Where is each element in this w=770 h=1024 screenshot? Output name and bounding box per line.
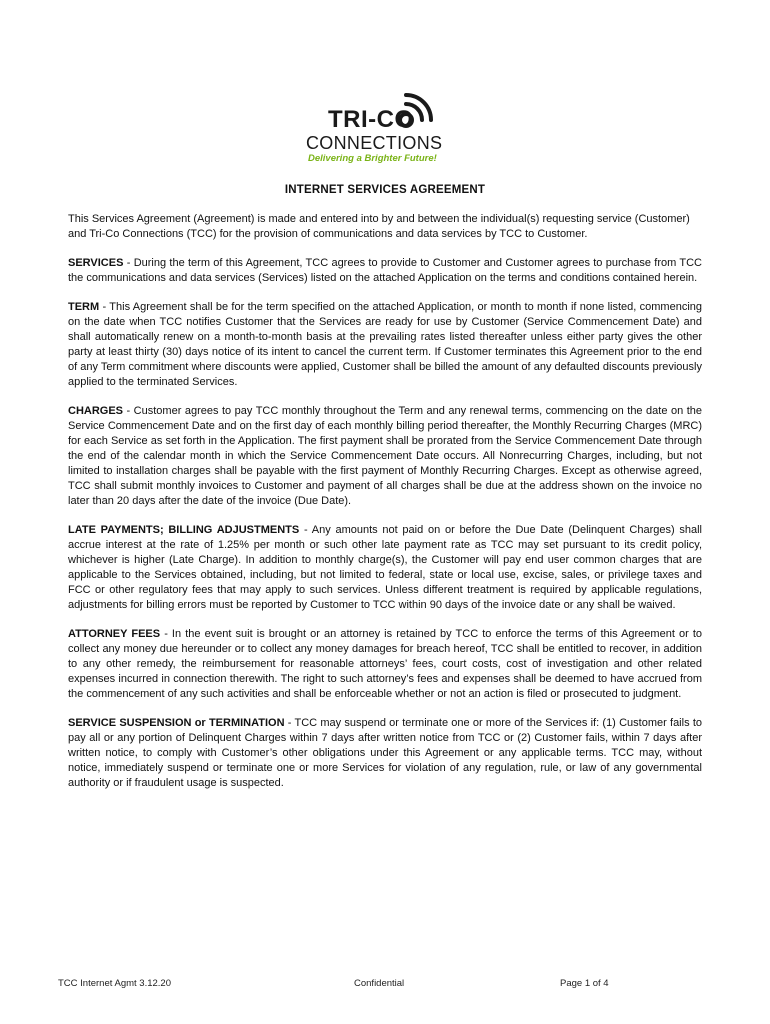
section-suspension <box>68 716 702 791</box>
section-heading: SERVICE SUSPENSION or TERMINATION <box>68 717 285 729</box>
tri-co-logo <box>300 90 450 170</box>
agreement-body <box>68 212 702 805</box>
section-charges <box>68 404 702 509</box>
document-title: INTERNET SERVICES AGREEMENT <box>284 184 486 196</box>
section-attorney-fees <box>68 627 702 702</box>
section-heading: CHARGES <box>68 405 124 417</box>
section-late-payments <box>68 523 702 613</box>
logo-wordmark: TRI-CO <box>328 106 414 133</box>
section-heading: LATE PAYMENTS; BILLING ADJUSTMENTS <box>68 524 300 536</box>
section-text: - This Agreement shall be for the term specified on the attached Application, or month to month if none listed, commencing on the date when TCC notifies Customer that the Services are ready for use by Customer (Service Commencement Date) and shall automatically renew on a month-to-month basis at the prevailing rates listed thereafter unless either party gives the other party at least thirty (30) days notice of its intent to cancel the current term. If Customer terminates this Agreement prior to the end of any Term commitment where discounts were applied, Customer shall be billed the amount of any defaulted discounts previously applied to the terminated Services. <box>68 301 702 388</box>
section-heading: TERM <box>68 301 100 313</box>
section-heading: SERVICES <box>68 257 124 269</box>
intro-paragraph: This Services Agreement (Agreement) is made and entered into by and between the individual(s) requesting service (Customer) and Tri-Co Connections (TCC) for the provision of communications and data services by TCC to Customer. <box>68 213 690 240</box>
footer-page-number: Page 1 of 4 <box>560 978 609 989</box>
section-heading: ATTORNEY FEES <box>68 628 161 640</box>
logo-subtitle: CONNECTIONS <box>306 133 443 153</box>
logo-tagline: Delivering a Brighter Future! <box>308 153 437 164</box>
section-text: - During the term of this Agreement, TCC agrees to provide to Customer and Customer agrees to purchase from TCC the communications and data services (Services) listed on the attached Application on the terms and conditions contained herein. <box>68 257 702 284</box>
section-text: - TCC may suspend or terminate one or more of the Services if: (1) Customer fails to pay all or any portion of Delinquent Charges within 7 days after written notice from TCC or (2) Customer fails, within 7 days after written notice, to comply with Customer’s other obligations under this Agreement or any applicable terms. TCC may, without notice, immediately suspend or terminate one or more Services for violation of any regulation, rule, or law of any governmental authority or if fraudulent usage is suspected. <box>68 717 702 789</box>
section-services <box>68 256 702 286</box>
section-text: - Any amounts not paid on or before the Due Date (Delinquent Charges) shall accrue interest at the rate of 1.25% per month or such other late payment rate as TCC may set pursuant to its credit policy, whichever is higher (Late Charge). In addition to monthly charge(s), the Customer will pay end user common charges that are applicable to the Services obtained, including, but not limited to federal, state or local use, excise, sales, or privilege taxes and FCC or other regulatory fees that may apply to such services. Unless different treatment is required by applicable regulations, adjustments for billing errors must be reported by Customer to TCC within 90 days of the invoice date or any shall be waived. <box>68 524 703 611</box>
section-text: - In the event suit is brought or an attorney is retained by TCC to enforce the terms of this Agreement or to collect any money due hereunder or to collect any money damages for breach hereof, TCC shall be entitled to recover, in addition to any other remedy, the reimbursement for reasonable attorneys’ fees, court costs, cost of investigation and other related expenses incurred in connection therewith. The right to such attorney’s fees and expenses shall be deemed to have accrued from the commencement of any such activities and shall be enforceable whether or not an action is filed or prosecuted to judgment. <box>68 628 702 700</box>
section-text: - Customer agrees to pay TCC monthly throughout the Term and any renewal terms, commencing on the date on the Service Commencement Date and on the first day of each monthly billing period thereafter, the Monthly Recurring Charges (MRC) for each Service as set forth in the Application. The first payment shall be prorated from the Service Commencement Date through the end of the calendar month in which the Service Commencement Date occurs. All Nonrecurring Charges, including, but not limited to installation charges shall be payable with the first payment of Monthly Recurring Charges. Except as otherwise agreed, TCC shall submit monthly invoices to Customer and payment of all charges shall be due at the address shown on the invoice no later than 20 days after the date of the invoice (Due Date). <box>68 405 702 507</box>
section-term <box>68 300 702 390</box>
footer-doc-id: TCC Internet Agmt 3.12.20 <box>58 978 172 989</box>
footer-confidential: Confidential <box>354 978 405 989</box>
